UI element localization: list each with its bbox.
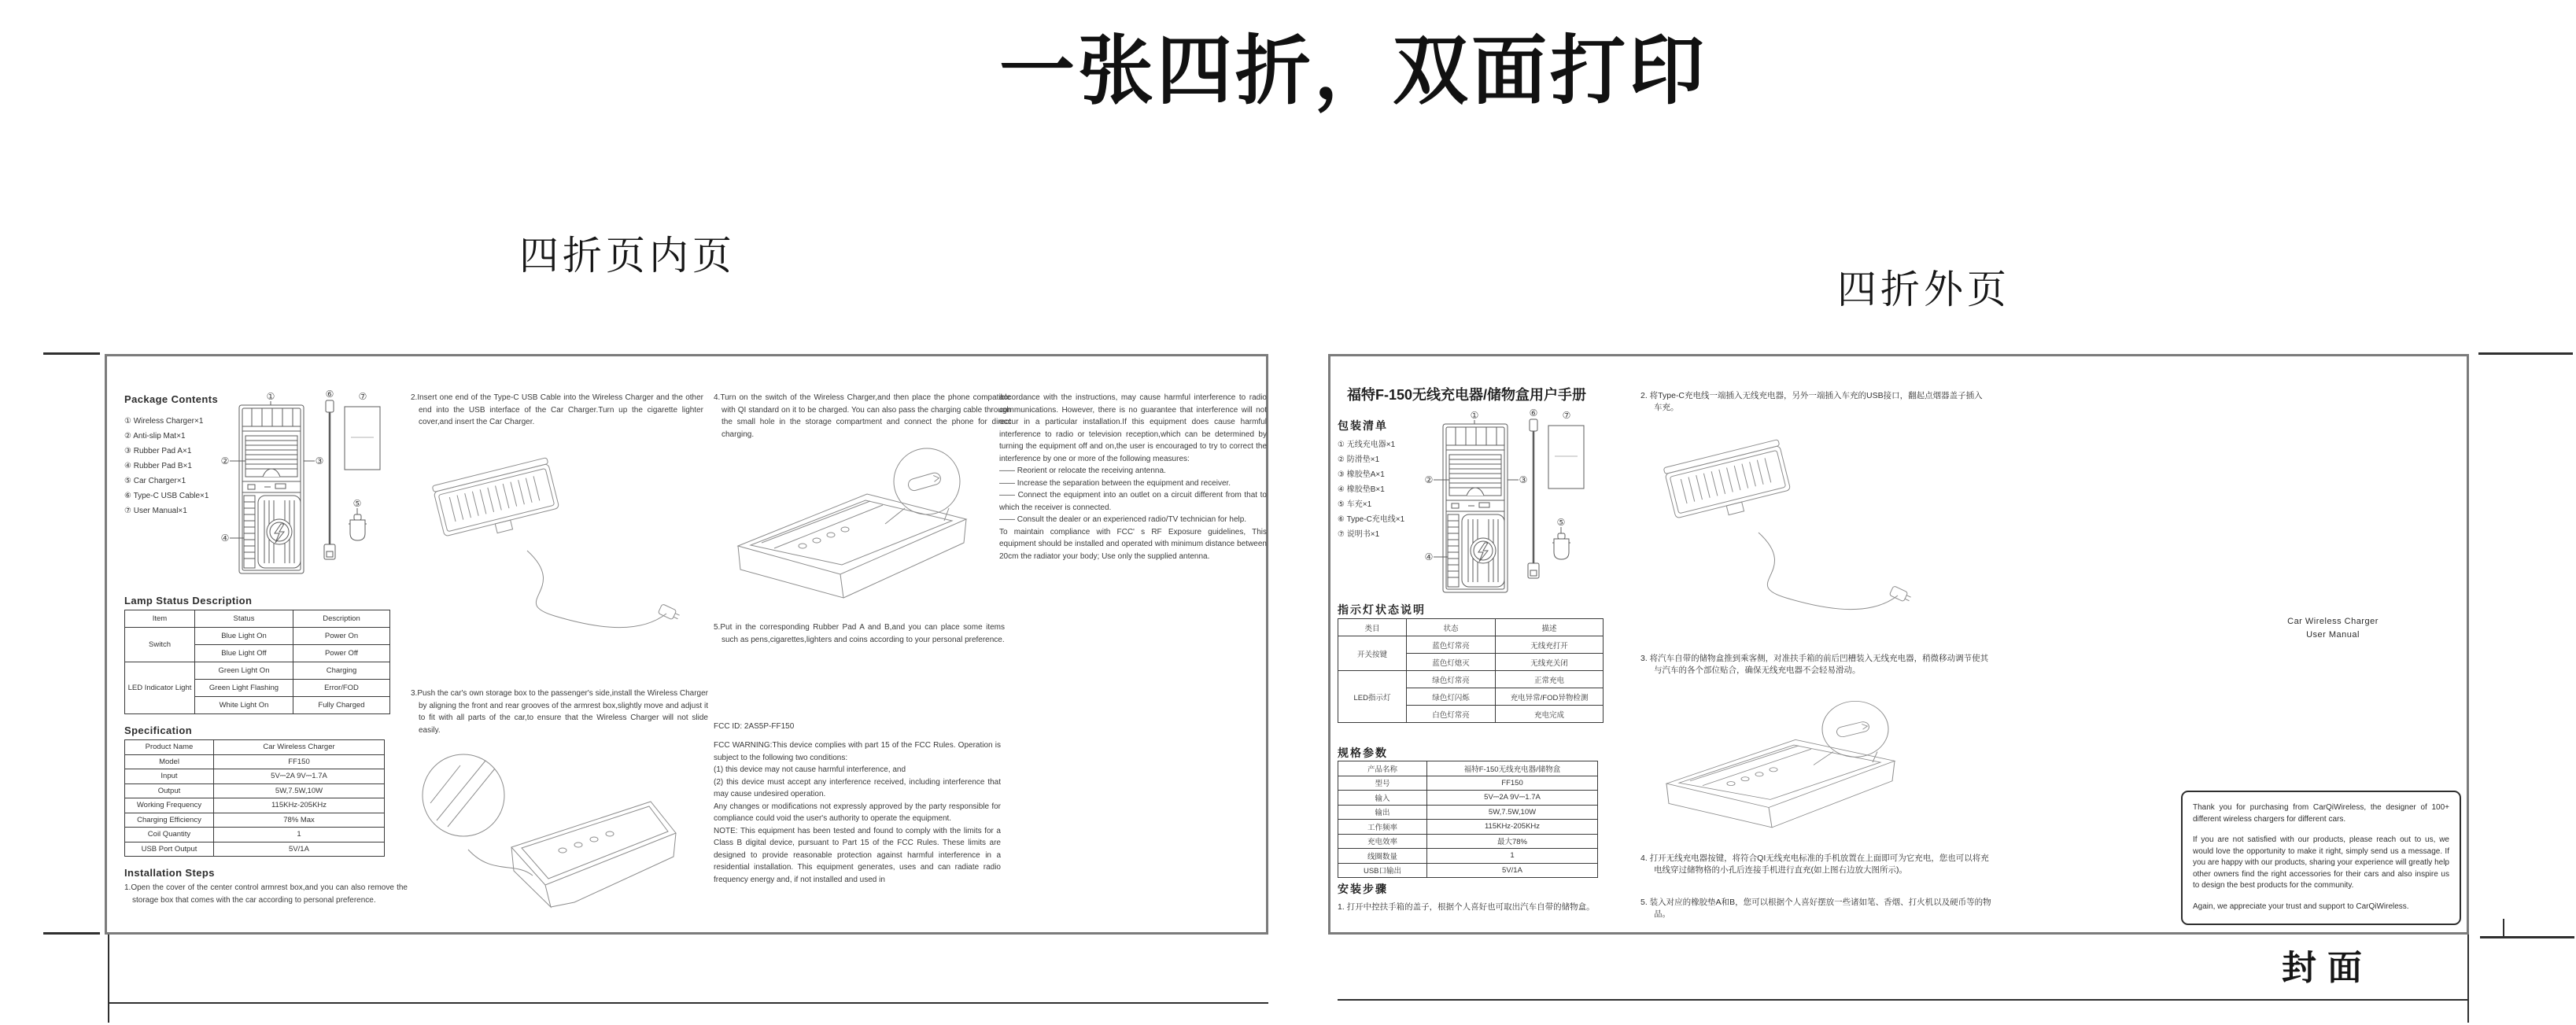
table-cell: 正常充电 [1496, 671, 1604, 688]
cover-label: 封面 [2282, 949, 2373, 987]
fcc-paragraph: (1) this device may not cause harmful interference, and [714, 765, 906, 774]
table-cell: Fully Charged [293, 697, 390, 714]
table-header: 描述 [1496, 619, 1604, 636]
table-cell: 白色灯常亮 [1407, 706, 1496, 723]
thanks-paragraph: Again, we appreciate your trust and support to CarQiWireless. [2193, 901, 2409, 911]
callout-7: ⑦ [358, 391, 367, 402]
install-step-1: 1.Open the cover of the center control armrest box,and you can also remove the storage box that comes with the car according to personal preference. [124, 883, 408, 905]
fcc-paragraph: —— Reorient or relocate the receiving antenna. [999, 466, 1166, 475]
callout-1: ① [266, 391, 275, 402]
table-cell: 无线充关闭 [1496, 654, 1604, 671]
cover-title-line1: Car Wireless Charger [2287, 617, 2379, 626]
list-item: ③ Rubber Pad A×1 [124, 447, 192, 455]
install-step-2-cn: 2. 将Type-C充电线一端插入无线充电器，另外一端插入车充的USB接口，翻起点烟器盖子插入车充。 [1640, 391, 1983, 412]
page-title: 一张四折，双面打印 [999, 29, 1707, 113]
table-cell: 无线充打开 [1496, 636, 1604, 654]
table-cell: Product Name [125, 740, 214, 755]
list-item: ⑤ 车充×1 [1338, 500, 1372, 509]
inner-pages-label: 四折页内页 [519, 234, 736, 278]
thanks-box [2181, 791, 2461, 925]
table-cell: LED Indicator Light [125, 662, 195, 714]
callout-6: ⑥ [1529, 407, 1538, 418]
step3-illustration [413, 743, 685, 932]
table-header: 状态 [1407, 619, 1496, 636]
thanks-paragraph: If you are not satisfied with our products, please reach out to us, we would love the opportunity to make it right, simply send us a message. If you are happy with our products, sharing your experience will greatly help other owners find the right accessories for their cars and also inspire us to design the best products for the community. [2193, 835, 2449, 890]
fcc-paragraph: To maintain compliance with FCC' s RF Exposure guidelines, This equipment should be installed and operated with minimum distance between 20cm the radiator your body; Use only the supplied antenna. [999, 527, 1267, 561]
list-item: ① 无线充电器×1 [1338, 441, 1396, 449]
table-cell: 产品名称 [1338, 761, 1427, 776]
fcc-paragraph: —— Connect the equipment into an outlet on a circuit different from that to which the receiver is connected. [999, 491, 1267, 512]
callout-3: ③ [315, 455, 324, 466]
fcc-paragraph: —— Consult the dealer or an experienced radio/TV technician for help. [999, 515, 1247, 524]
table-cell: Blue Light Off [195, 645, 293, 662]
fcc-continued-block [999, 392, 1267, 562]
fold-mark [2467, 935, 2469, 1023]
fold-mark [108, 935, 109, 1023]
lamp-status-table [124, 610, 390, 714]
list-item: ① Wireless Charger×1 [124, 417, 204, 426]
list-item: ④ 橡胶垫B×1 [1338, 485, 1385, 494]
install-step-3-cn: 3. 将汽车自带的储物盒推到乘客侧，对准扶手箱的前后凹槽装入无线充电器，稍微移动调节使其与汽车的各个部位贴合，确保无线充电器不会轻易滑动。 [1640, 654, 1989, 675]
table-cell: 线圈数量 [1338, 849, 1427, 864]
table-cell: LED指示灯 [1338, 671, 1407, 723]
install-heading-cn: 安装步骤 [1338, 883, 1388, 895]
table-cell: 5V/1A [214, 842, 385, 857]
install-step-3: 3.Push the car's own storage box to the passenger's side,install the Wireless Charger by aligning the front and rear grooves of the armrest box,slightly move and adjust it to fit with all parts of the car,to ensure that the Wireless Charger will not slide easily. [411, 689, 708, 735]
crop-mark [2503, 919, 2504, 938]
crop-mark [2480, 936, 2574, 938]
fcc-paragraph: Any changes or modifications not expressly approved by the party responsible for compliance could void the user's authority to operate the equipment. [714, 802, 1001, 823]
table-cell: Charging Efficiency [125, 813, 214, 828]
list-item: ④ Rubber Pad B×1 [124, 462, 192, 470]
cover-title-line2: User Manual [2306, 630, 2360, 640]
spec-heading-cn: 规格参数 [1338, 747, 1388, 759]
table-cell: 绿色灯闪烁 [1407, 688, 1496, 706]
table-cell: 绿色灯常亮 [1407, 671, 1496, 688]
table-cell: Error/FOD [293, 680, 390, 697]
table-cell: 充电异常/FOD异物检测 [1496, 688, 1604, 706]
table-cell: 福特F-150无线充电器/储物盒 [1427, 761, 1598, 776]
table-cell: FF150 [214, 754, 385, 769]
table-cell: 充电效率 [1338, 834, 1427, 849]
package-contents-list [124, 414, 209, 518]
step2-illustration [1652, 426, 1920, 647]
list-item: ⑥ Type-C充电线×1 [1338, 515, 1405, 524]
table-cell: Working Frequency [125, 798, 214, 813]
crop-mark [43, 932, 100, 935]
list-item: ⑦ 说明书×1 [1338, 530, 1380, 539]
step3-illustration-cn [1644, 699, 1912, 848]
outer-pages-label: 四折外页 [1837, 267, 2010, 312]
fold-mark [109, 1002, 1268, 1004]
lamp-status-table-cn [1338, 618, 1604, 723]
table-cell: 115KHz-205KHz [1427, 820, 1598, 835]
specification-table [124, 739, 385, 857]
list-item: ⑥ Type-C USB Cable×1 [124, 492, 209, 500]
callout-2: ② [1424, 474, 1434, 485]
install-step-1-cn: 1. 打开中控扶手箱的盖子，根据个人喜好也可取出汽车自带的储物盒。 [1338, 902, 1595, 912]
list-item: ② 防滑垫×1 [1338, 455, 1380, 464]
crop-mark [43, 352, 100, 355]
callout-2: ② [220, 455, 230, 466]
fcc-paragraph: accordance with the instructions, may cause harmful interference to radio communications. However, there is no guarantee that interference will not occur in a particular installation.If this equipment does cause harmful interference to radio or television reception,which can be determined by turning the equipment off and on,the user is encouraged to try to correct the interference by one or more of the following measures: [999, 393, 1267, 463]
package-list-heading-cn: 包装清单 [1338, 419, 1388, 432]
table-cell: 5V/1A [1427, 863, 1598, 878]
table-cell: 1 [214, 828, 385, 842]
table-header: Status [195, 610, 293, 628]
callout-4: ④ [220, 533, 230, 544]
table-cell: Input [125, 769, 214, 784]
table-cell: USB Port Output [125, 842, 214, 857]
callout-7: ⑦ [1562, 410, 1571, 421]
callout-6: ⑥ [325, 389, 334, 400]
installation-steps-heading: Installation Steps [124, 867, 215, 879]
manual-title-cn: 福特F-150无线充电器/储物盒用户手册 [1347, 387, 1587, 403]
fold-mark [1338, 999, 2467, 1001]
install-step-5: 5.Put in the corresponding Rubber Pad A and B,and you can place some items such as pens,cigarettes,lighters and coins according to your personal preference. [714, 623, 1005, 644]
fcc-paragraph: (2) this device must accept any interference received, including interference that may cause undesired operation. [714, 777, 1001, 798]
table-cell: Green Light Flashing [195, 680, 293, 697]
table-header: Description [293, 610, 390, 628]
step2-illustration [421, 444, 688, 665]
table-cell: Car Wireless Charger [214, 740, 385, 755]
table-cell: 蓝色灯常亮 [1407, 636, 1496, 654]
table-cell: 型号 [1338, 776, 1427, 791]
list-item: ② Anti-slip Mat×1 [124, 432, 186, 441]
crop-mark [2478, 352, 2573, 355]
callout-4: ④ [1424, 551, 1434, 562]
table-cell: Switch [125, 628, 195, 662]
table-cell: 开关按键 [1338, 636, 1407, 671]
package-list-cn [1338, 437, 1404, 542]
table-cell: 蓝色灯熄灭 [1407, 654, 1496, 671]
table-cell: 工作频率 [1338, 820, 1427, 835]
table-cell: Green Light On [195, 662, 293, 680]
package-diagram [1423, 407, 1592, 600]
table-cell: 最大78% [1427, 834, 1598, 849]
fcc-paragraph: FCC WARNING:This device complies with part 15 of the FCC Rules. Operation is subject to the following two conditions: [714, 741, 1001, 762]
install-step-5-cn: 5. 装入对应的橡胶垫A和B，您可以根据个人喜好摆放一些诸如笔、香烟、打火机以及硬币等的物品。 [1640, 898, 1991, 919]
table-cell: Power On [293, 628, 390, 645]
table-cell: 115KHz-205KHz [214, 798, 385, 813]
table-cell: 5W,7.5W,10W [1427, 805, 1598, 820]
fcc-id-line: FCC ID: 2AS5P-FF150 [714, 722, 795, 731]
table-cell: 5V⎓2A 9V⎓1.7A [214, 769, 385, 784]
install-step-2: 2.Insert one end of the Type-C USB Cable into the Wireless Charger and the other end into the USB interface of the Car Charger.Turn up the cigarette lighter cover,and insert the Car Charger. [411, 393, 703, 426]
callout-5: ⑤ [352, 498, 362, 509]
table-cell: FF150 [1427, 776, 1598, 791]
package-contents-heading: Package Contents [124, 393, 219, 405]
table-cell: 5W,7.5W,10W [214, 783, 385, 798]
list-item: ⑤ Car Charger×1 [124, 477, 186, 485]
table-cell: USB口输出 [1338, 863, 1427, 878]
step4-illustration [716, 445, 984, 622]
cover-title [2203, 615, 2463, 642]
table-cell: Coil Quantity [125, 828, 214, 842]
table-cell: 5V⎓2A 9V⎓1.7A [1427, 791, 1598, 806]
table-cell: Power Off [293, 645, 390, 662]
thanks-paragraph: Thank you for purchasing from CarQiWireless, the designer of 100+ different wireless chargers for different cars. [2193, 803, 2449, 824]
list-item: ⑦ User Manual×1 [124, 507, 187, 515]
install-step-4-cn: 4. 打开无线充电器按键，将符合QI无线充电标准的手机放置在上面即可为它充电，您也可以将充电线穿过储物格的小孔后连接手机进行直充(如上图右边放大图所示)。 [1640, 854, 1989, 875]
table-cell: Output [125, 783, 214, 798]
package-diagram [219, 389, 388, 581]
lamp-status-heading-cn: 指示灯状态说明 [1338, 603, 1426, 616]
table-header: 类目 [1338, 619, 1407, 636]
table-cell: Blue Light On [195, 628, 293, 645]
table-cell: 输出 [1338, 805, 1427, 820]
table-cell: White Light On [195, 697, 293, 714]
table-cell: Charging [293, 662, 390, 680]
list-item: ③ 橡胶垫A×1 [1338, 470, 1385, 479]
fcc-warning-block [714, 739, 1001, 886]
table-cell: 78% Max [214, 813, 385, 828]
table-header: Item [125, 610, 195, 628]
callout-5: ⑤ [1556, 517, 1566, 528]
fcc-paragraph: NOTE: This equipment has been tested and found to comply with the limits for a Class B digital device, pursuant to Part 15 of the FCC Rules. These limits are designed to provide reasonable protection against harmful interference in a residential installation. This equipment generates, uses and can radiate radio frequency energy and, if not installed and used in [714, 826, 1001, 884]
table-cell: Model [125, 754, 214, 769]
callout-3: ③ [1519, 474, 1528, 485]
callout-1: ① [1470, 410, 1479, 421]
table-cell: 充电完成 [1496, 706, 1604, 723]
install-step-4: 4.Turn on the switch of the Wireless Charger,and then place the phone compatible with QI standard on it to be charged. You can also pass the charging cable through the small hole in the storage compartment and connect the phone for direct charging. [714, 393, 1011, 439]
spec-table-cn [1338, 761, 1598, 878]
lamp-status-heading: Lamp Status Description [124, 595, 253, 607]
table-cell: 输入 [1338, 791, 1427, 806]
specification-heading: Specification [124, 725, 193, 736]
table-cell: 1 [1427, 849, 1598, 864]
fcc-paragraph: —— Increase the separation between the equipment and receiver. [999, 478, 1231, 488]
